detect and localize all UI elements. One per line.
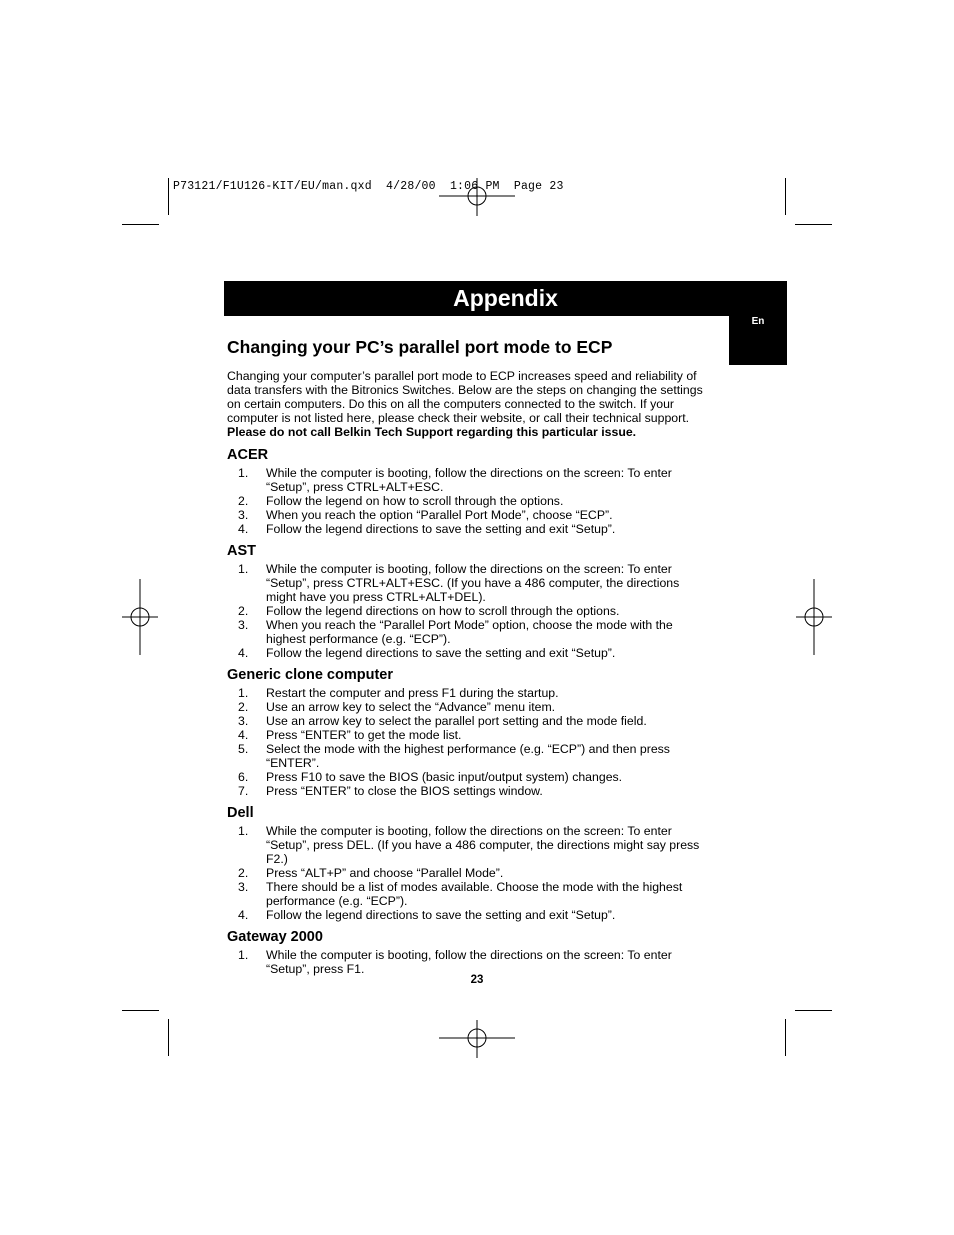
step-text: Restart the computer and press F1 during the startup. xyxy=(266,685,559,700)
step-number: 2. xyxy=(238,493,249,508)
step-number: 4. xyxy=(238,727,249,742)
step-text: While the computer is booting, follow the directions on the screen: To enter “Setup”, press CTRL+ALT+ESC. xyxy=(266,465,672,494)
step-number: 3. xyxy=(238,879,249,894)
language-tab-label: En xyxy=(751,316,765,327)
list-item xyxy=(227,686,707,700)
language-tab xyxy=(729,316,787,365)
step-text: Follow the legend directions to save the setting and exit “Setup”. xyxy=(266,645,616,660)
registration-mark-left xyxy=(102,579,178,655)
page-heading: Changing your PC’s parallel port mode to ECP xyxy=(227,337,613,357)
step-text: While the computer is booting, follow the directions on the screen: To enter “Setup”, press DEL. (If you have a 486 computer, the directions might say press F2.) xyxy=(266,823,700,866)
step-text: Follow the legend directions to save the setting and exit “Setup”. xyxy=(266,907,616,922)
step-text: While the computer is booting, follow the directions on the screen: To enter “Setup”, press CTRL+ALT+ESC. (If you have a 486 computer, the directions might have you press CTRL+ALT+DEL). xyxy=(266,561,680,604)
step-text: Follow the legend on how to scroll through the options. xyxy=(266,493,564,508)
section-heading: AST xyxy=(227,542,256,559)
step-number: 1. xyxy=(238,823,249,838)
step-text: When you reach the “Parallel Port Mode” option, choose the mode with the highest performance (e.g. “ECP”). xyxy=(266,617,673,646)
step-number: 2. xyxy=(238,699,249,714)
list-item xyxy=(227,948,707,976)
step-number: 3. xyxy=(238,617,249,632)
list-item xyxy=(227,866,707,880)
step-number: 6. xyxy=(238,769,249,784)
crop-mark-bottom-left-horizontal xyxy=(122,1010,159,1011)
step-number: 1. xyxy=(238,561,249,576)
intro-paragraph xyxy=(227,370,707,440)
crop-mark-top-left-horizontal xyxy=(122,224,159,225)
list-item xyxy=(227,714,707,728)
steps-list xyxy=(227,948,707,976)
steps-list xyxy=(227,466,707,536)
step-number: 7. xyxy=(238,783,249,798)
step-number: 5. xyxy=(238,741,249,756)
step-text: Follow the legend directions to save the setting and exit “Setup”. xyxy=(266,521,616,536)
list-item xyxy=(227,770,707,784)
intro-bold-warning: Please do not call Belkin Tech Support regarding this particular issue. xyxy=(227,424,637,439)
step-text: While the computer is booting, follow the directions on the screen: To enter “Setup”, press F1. xyxy=(266,947,672,976)
step-text: Press F10 to save the BIOS (basic input/output system) changes. xyxy=(266,769,623,784)
section-heading: Gateway 2000 xyxy=(227,928,323,945)
step-text: Use an arrow key to select the “Advance” menu item. xyxy=(266,699,556,714)
list-item xyxy=(227,646,707,660)
list-item xyxy=(227,742,707,770)
steps-list xyxy=(227,824,707,922)
crop-mark-bottom-right-horizontal xyxy=(795,1010,832,1011)
step-number: 3. xyxy=(238,713,249,728)
list-item xyxy=(227,604,707,618)
list-item xyxy=(227,880,707,908)
steps-list xyxy=(227,562,707,660)
main-content xyxy=(227,336,707,976)
print-slug: P73121/F1U126-KIT/EU/man.qxd 4/28/00 1:06 PM Page 23 xyxy=(173,180,564,193)
step-number: 2. xyxy=(238,865,249,880)
step-number: 2. xyxy=(238,603,249,618)
section-heading: ACER xyxy=(227,446,269,463)
crop-mark-bottom-left-vertical xyxy=(168,1019,169,1056)
step-number: 1. xyxy=(238,685,249,700)
crop-mark-bottom-right-vertical xyxy=(785,1019,786,1056)
step-text: Select the mode with the highest performance (e.g. “ECP”) and then press “ENTER”. xyxy=(266,741,670,770)
step-number: 1. xyxy=(238,465,249,480)
list-item xyxy=(227,824,707,866)
crop-mark-top-right-horizontal xyxy=(795,224,832,225)
step-text: Press “ENTER” to close the BIOS settings window. xyxy=(266,783,543,798)
step-text: Follow the legend directions on how to scroll through the options. xyxy=(266,603,620,618)
step-text: When you reach the option “Parallel Port Mode”, choose “ECP”. xyxy=(266,507,613,522)
step-number: 1. xyxy=(238,947,249,962)
step-text: There should be a list of modes available. Choose the mode with the highest performance (e.g. “ECP”). xyxy=(266,879,683,908)
step-text: Press “ALT+P” and choose “Parallel Mode”. xyxy=(266,865,504,880)
step-number: 4. xyxy=(238,521,249,536)
step-number: 4. xyxy=(238,645,249,660)
list-item xyxy=(227,562,707,604)
section-heading: Dell xyxy=(227,804,254,821)
page-number: 23 xyxy=(470,974,484,986)
list-item xyxy=(227,784,707,798)
registration-mark-bottom xyxy=(439,1000,515,1076)
list-item xyxy=(227,466,707,494)
step-number: 3. xyxy=(238,507,249,522)
list-item xyxy=(227,700,707,714)
list-item xyxy=(227,728,707,742)
instruction-sections xyxy=(227,447,707,976)
step-text: Press “ENTER” to get the mode list. xyxy=(266,727,462,742)
crop-mark-top-right-vertical xyxy=(785,178,786,215)
intro-text: Changing your computer’s parallel port mode to ECP increases speed and reliability of data transfers with the Bitronics Switches. Below are the steps on changing the settings on certain computers. Do this on all the computers connected to the switch. If your computer is not listed here, please check their website, or call their technical support. xyxy=(227,369,703,425)
step-text: Use an arrow key to select the parallel port setting and the mode field. xyxy=(266,713,647,728)
steps-list xyxy=(227,686,707,798)
list-item xyxy=(227,508,707,522)
list-item xyxy=(227,618,707,646)
list-item xyxy=(227,522,707,536)
crop-mark-top-left-vertical xyxy=(168,178,169,215)
step-number: 4. xyxy=(238,907,249,922)
list-item xyxy=(227,908,707,922)
registration-mark-right xyxy=(776,579,852,655)
appendix-banner: Appendix xyxy=(224,281,787,316)
list-item xyxy=(227,494,707,508)
section-heading: Generic clone computer xyxy=(227,666,393,683)
registration-mark-top xyxy=(439,158,515,234)
